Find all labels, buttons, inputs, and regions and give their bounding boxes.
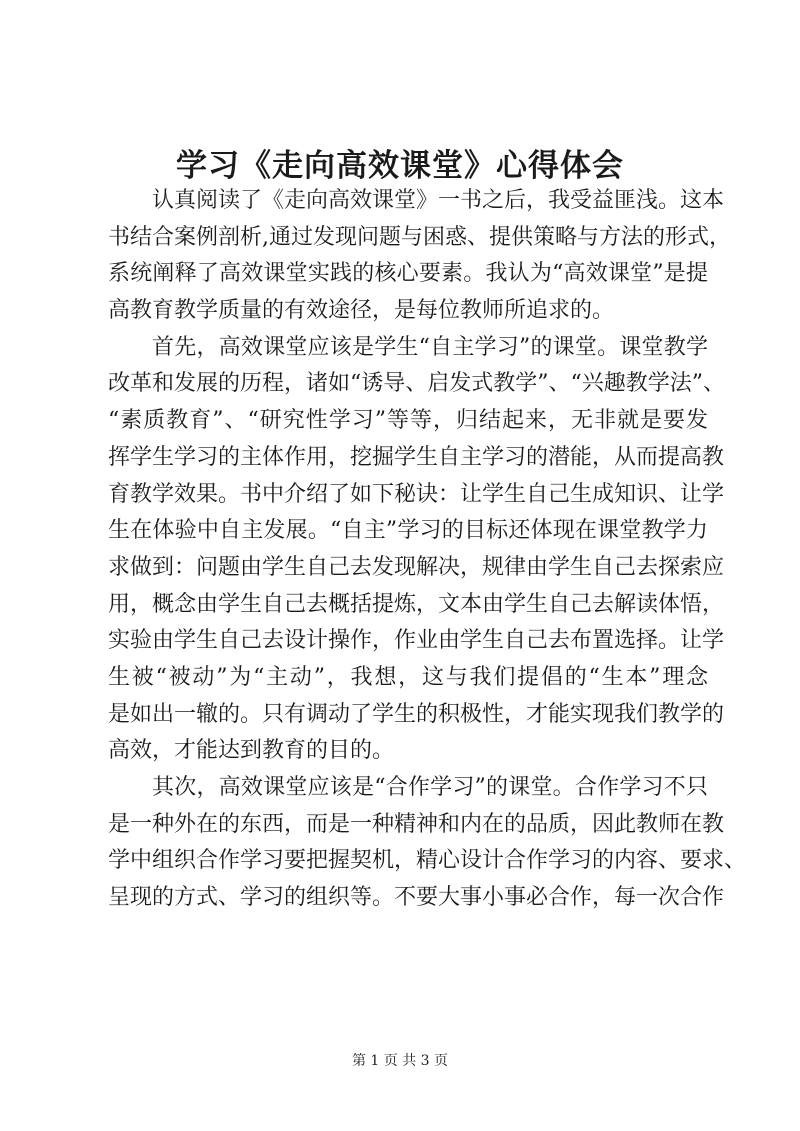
text-line: 育教学效果。书中介绍了如下秘诀：让学生自己生成知识、让学 [108, 481, 725, 507]
text-line: 书结合案例剖析,通过发现问题与困惑、提供策略与方法的形式， [108, 224, 731, 250]
text-line: 首先，高效课堂应该是学生“自主学习”的课堂。课堂教学 [152, 334, 708, 360]
text-line: 是一种外在的东西，而是一种精神和内在的品质，因此教师在教 [108, 811, 725, 837]
text-line: 认真阅读了《走向高效课堂》一书之后，我受益匪浅。这本 [152, 188, 725, 213]
text-line: 高教育教学质量的有效途径，是每位教师所追求的。 [108, 298, 615, 324]
document-body [108, 183, 747, 917]
text-line: 挥学生学习的主体作用，挖掘学生自主学习的潜能，从而提高教 [108, 444, 725, 470]
text-line: 学中组织合作学习要把握契机，精心设计合作学习的内容、要求、 [108, 848, 747, 874]
text-line: 实验由学生自己去设计操作，作业由学生自己去布置选择。让学 [108, 628, 725, 654]
text-line: 呈现的方式、学习的组织等。不要大事小事必合作，每一次合作 [108, 885, 725, 911]
paragraph-1 [108, 183, 731, 330]
text-line: 求做到：问题由学生自己去发现解决，规律由学生自己去探索应 [108, 554, 725, 580]
paragraph-3 [108, 770, 747, 917]
page-title: 学习《走向高效课堂》心得体会 [176, 148, 624, 184]
page-footer: 第 1 页 共 3 页 [351, 1053, 449, 1069]
text-line: 生在体验中自主发展。“自主”学习的目标还体现在课堂教学力 [108, 518, 708, 544]
text-line: 用，概念由学生自己去概括提炼，文本由学生自己去解读体悟， [108, 591, 725, 617]
paragraph-2 [108, 330, 725, 770]
text-line: 改革和发展的历程，诸如“诱导、启发式教学”、“兴趣教学法”、 [108, 371, 725, 397]
text-line: 高效，才能达到教育的目的。 [108, 738, 395, 764]
text-line: 是如出一辙的。只有调动了学生的积极性，才能实现我们教学的 [108, 701, 725, 727]
text-line: 系统阐释了高效课堂实践的核心要素。我认为“高效课堂”是提 [108, 261, 708, 287]
text-line: “素质教育”、“研究性学习”等等，归结起来，无非就是要发 [108, 408, 708, 434]
text-line: 其次，高效课堂应该是“合作学习”的课堂。合作学习不只 [152, 775, 708, 800]
text-line: 生被“被动”为“主动”，我想，这与我们提倡的“生本”理念 [108, 664, 708, 690]
